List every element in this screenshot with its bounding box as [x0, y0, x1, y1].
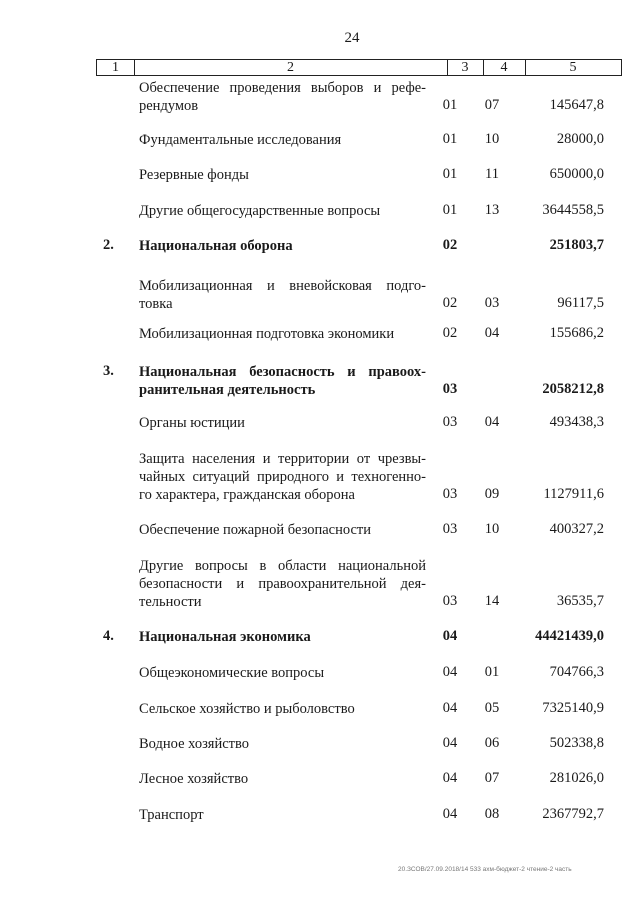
row-name-line: Органы юстиции — [139, 415, 245, 431]
subsection-code: 14 — [484, 593, 500, 609]
row-name-line: Сельское хозяйство и рыболовство — [139, 701, 355, 717]
amount: 251803,7 — [549, 237, 604, 253]
row-name — [139, 414, 426, 432]
row-name-line: Национальная безопасность и правоох- — [139, 364, 426, 380]
row-name — [139, 521, 426, 539]
row-name-line: Транспорт — [139, 807, 204, 823]
row-name-line: Другие вопросы в области национальной — [139, 558, 426, 574]
section-code: 04 — [442, 735, 458, 751]
subsection-code: 07 — [484, 97, 500, 113]
section-code: 02 — [442, 295, 458, 311]
header-col-1: 1 — [97, 60, 135, 75]
subsection-code: 07 — [484, 770, 500, 786]
amount: 650000,0 — [549, 166, 604, 182]
subsection-code: 13 — [484, 202, 500, 218]
row-name-line: Обеспечение пожарной безопасности — [139, 522, 372, 538]
row-name-line: Мобилизационная подготовка экономики — [139, 326, 395, 342]
page-number: 24 — [344, 30, 360, 46]
row-name-line: Лесное хозяйство — [139, 771, 249, 787]
section-code: 04 — [442, 700, 458, 716]
row-name — [139, 628, 426, 646]
amount: 96117,5 — [557, 295, 604, 311]
subsection-code: 01 — [484, 664, 500, 680]
row-name-line: Защита населения и территории от чрезвы- — [139, 451, 426, 467]
row-name-line: рендумов — [139, 98, 199, 114]
subsection-code: 04 — [484, 414, 500, 430]
row-name-line: го характера, гражданская оборона — [139, 487, 355, 503]
row-name-line: Обеспечение проведения выборов и рефе- — [139, 80, 426, 96]
row-name-line: товка — [139, 296, 173, 312]
row-name-line: Общеэкономические вопросы — [139, 665, 325, 681]
amount: 7325140,9 — [542, 700, 604, 716]
header-col-2: 2 — [134, 60, 448, 75]
row-name-line: чайных ситуаций природного и техногенно- — [139, 469, 426, 485]
section-code: 01 — [442, 131, 458, 147]
row-name — [139, 363, 426, 399]
row-name-line: Мобилизационная и вневойсковая подго- — [139, 278, 426, 294]
subsection-code: 03 — [484, 295, 500, 311]
section-code: 03 — [442, 486, 458, 502]
section-code: 04 — [442, 664, 458, 680]
amount: 2058212,8 — [542, 381, 604, 397]
row-name-line: Водное хозяйство — [139, 736, 250, 752]
section-code: 04 — [442, 770, 458, 786]
amount: 400327,2 — [549, 521, 604, 537]
subsection-code: 09 — [484, 486, 500, 502]
row-name — [139, 700, 426, 718]
row-number: 3. — [103, 363, 114, 379]
document-footer-code: 20.ЗСОВ/27.09.2018/14 533 ахм-бюджет-2 чтение-2 часть — [398, 866, 572, 873]
subsection-code: 10 — [484, 521, 500, 537]
row-name — [139, 202, 426, 220]
row-number: 2. — [103, 237, 114, 253]
section-code: 02 — [442, 237, 458, 253]
subsection-code: 10 — [484, 131, 500, 147]
subsection-code: 04 — [484, 325, 500, 341]
row-name-line: безопасности и правоохранительной дея- — [139, 576, 426, 592]
amount: 36535,7 — [556, 593, 604, 609]
row-name-line: Резервные фонды — [139, 167, 249, 183]
section-code: 04 — [442, 628, 458, 644]
row-name-line: Национальная экономика — [139, 629, 311, 645]
row-name — [139, 277, 426, 313]
amount: 493438,3 — [549, 414, 604, 430]
row-name — [139, 806, 426, 824]
amount: 155686,2 — [549, 325, 604, 341]
amount: 281026,0 — [549, 770, 604, 786]
section-code: 03 — [442, 414, 458, 430]
row-name — [139, 664, 426, 682]
section-code: 03 — [442, 381, 458, 397]
header-col-5: 5 — [569, 60, 577, 75]
row-name — [139, 166, 426, 184]
section-code: 03 — [442, 593, 458, 609]
amount: 2367792,7 — [542, 806, 604, 822]
section-code: 01 — [442, 97, 458, 113]
row-number: 4. — [103, 628, 114, 644]
row-name-line: тельности — [139, 594, 202, 610]
amount: 28000,0 — [556, 131, 604, 147]
subsection-code: 08 — [484, 806, 500, 822]
row-name-line: Фундаментальные исследования — [139, 132, 342, 148]
header-col-3: 3 — [447, 60, 484, 75]
row-name-line: ранительная деятельность — [139, 382, 316, 398]
subsection-code: 11 — [485, 166, 499, 182]
subsection-code: 05 — [484, 700, 500, 716]
row-name — [139, 735, 426, 753]
row-name — [139, 770, 426, 788]
amount: 44421439,0 — [535, 628, 604, 644]
row-name-line: Другие общегосударственные вопросы — [139, 203, 381, 219]
subsection-code: 06 — [484, 735, 500, 751]
amount: 502338,8 — [549, 735, 604, 751]
section-code: 02 — [442, 325, 458, 341]
section-code: 01 — [442, 202, 458, 218]
amount: 704766,3 — [549, 664, 604, 680]
section-code: 01 — [442, 166, 458, 182]
amount: 3644558,5 — [542, 202, 604, 218]
row-name — [139, 450, 426, 504]
row-name — [139, 557, 426, 611]
amount: 145647,8 — [549, 97, 604, 113]
row-name — [139, 79, 426, 115]
row-name — [139, 325, 426, 343]
row-name-line: Национальная оборона — [139, 238, 293, 254]
row-name — [139, 131, 426, 149]
table-header-row — [96, 59, 622, 76]
section-code: 04 — [442, 806, 458, 822]
section-code: 03 — [442, 521, 458, 537]
amount: 1127911,6 — [543, 486, 604, 502]
row-name — [139, 237, 426, 255]
header-col-4: 4 — [483, 60, 526, 75]
